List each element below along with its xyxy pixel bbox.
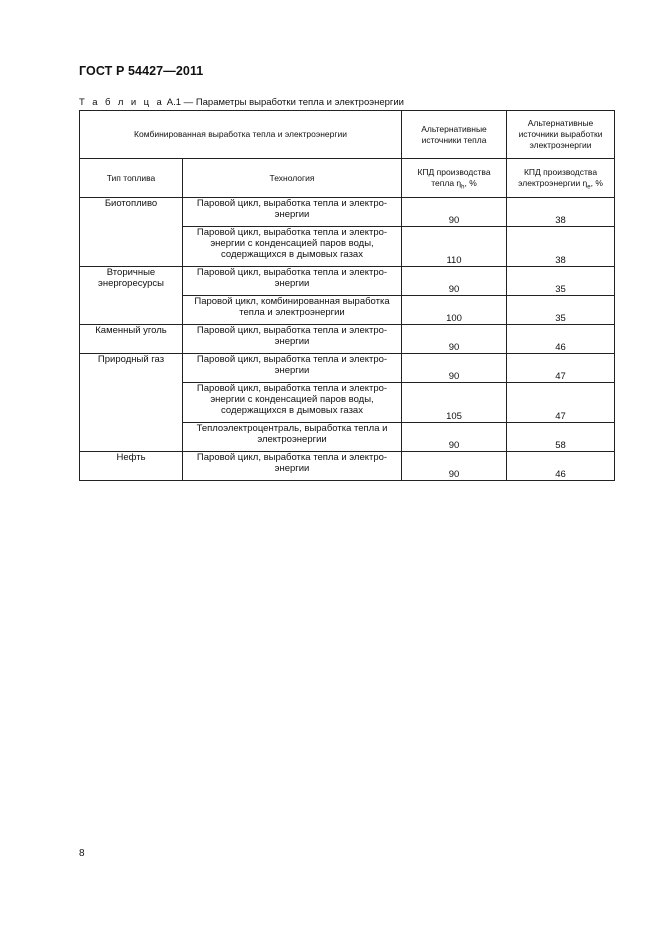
heat-eff-cell: 110 (402, 227, 507, 267)
fuel-cell: Природный газ (80, 354, 183, 452)
header-power-eff: КПД производства электроэнергии $\eta_e$, % (507, 159, 615, 198)
parameters-table (79, 110, 615, 481)
fuel-cell: Вторичные энергоресурсы (80, 267, 183, 325)
header-heat-eff: КПД производства тепла $\eta_h$, % (402, 159, 507, 198)
heat-eff-cell: 90 (402, 354, 507, 383)
technology-cell: Паровой цикл, выработка тепла и электро-энергии (183, 354, 402, 383)
power-eff-cell: 47 (507, 383, 615, 423)
technology-cell: Паровой цикл, выработка тепла и электро-энергии (183, 198, 402, 227)
table-row (80, 325, 615, 354)
table-row (80, 354, 615, 383)
heat-eff-cell: 90 (402, 325, 507, 354)
table-column-header-row (80, 159, 615, 198)
table-row (80, 267, 615, 296)
table-group-header-row (80, 111, 615, 159)
power-eff-cell: 46 (507, 325, 615, 354)
page-number: 8 (79, 848, 85, 859)
power-eff-cell: 46 (507, 452, 615, 481)
power-eff-cell: 35 (507, 267, 615, 296)
header-alt-power: Альтернативные источники выработки электроэнергии (507, 111, 615, 159)
document-code: ГОСТ Р 54427—2011 (79, 64, 204, 78)
power-eff-cell: 58 (507, 423, 615, 452)
header-alt-heat: Альтернативные источники тепла (402, 111, 507, 159)
technology-cell: Паровой цикл, выработка тепла и электро-энергии с конденсацией паров воды, содержащихся в дымовых газах (183, 227, 402, 267)
caption-text: А.1 — Параметры выработки тепла и электроэнергии (166, 97, 404, 108)
heat-eff-cell: 90 (402, 452, 507, 481)
header-fuel: Тип топлива (80, 159, 183, 198)
technology-cell: Паровой цикл, комбинированная выработка тепла и электроэнергии (183, 296, 402, 325)
technology-cell: Паровой цикл, выработка тепла и электро-энергии (183, 325, 402, 354)
power-eff-cell: 47 (507, 354, 615, 383)
fuel-cell: Нефть (80, 452, 183, 481)
table-row (80, 198, 615, 227)
heat-eff-cell: 100 (402, 296, 507, 325)
power-eff-cell: 35 (507, 296, 615, 325)
technology-cell: Паровой цикл, выработка тепла и электро-энергии (183, 452, 402, 481)
heat-eff-cell: 90 (402, 423, 507, 452)
fuel-cell: Каменный уголь (80, 325, 183, 354)
technology-cell: Паровой цикл, выработка тепла и электро-энергии с конденсацией паров воды, содержащихся в дымовых газах (183, 383, 402, 423)
technology-cell: Паровой цикл, выработка тепла и электро-энергии (183, 267, 402, 296)
heat-eff-cell: 105 (402, 383, 507, 423)
table-row (80, 452, 615, 481)
header-combined: Комбинированная выработка тепла и электроэнергии (80, 111, 402, 159)
caption-prefix: Т а б л и ц а (79, 97, 165, 108)
power-eff-cell: 38 (507, 227, 615, 267)
heat-eff-cell: 90 (402, 267, 507, 296)
power-eff-cell: 38 (507, 198, 615, 227)
fuel-cell: Биотопливо (80, 198, 183, 267)
header-technology: Технология (183, 159, 402, 198)
table-caption (79, 97, 404, 108)
heat-eff-cell: 90 (402, 198, 507, 227)
technology-cell: Теплоэлектроцентраль, выработка тепла и электроэнергии (183, 423, 402, 452)
